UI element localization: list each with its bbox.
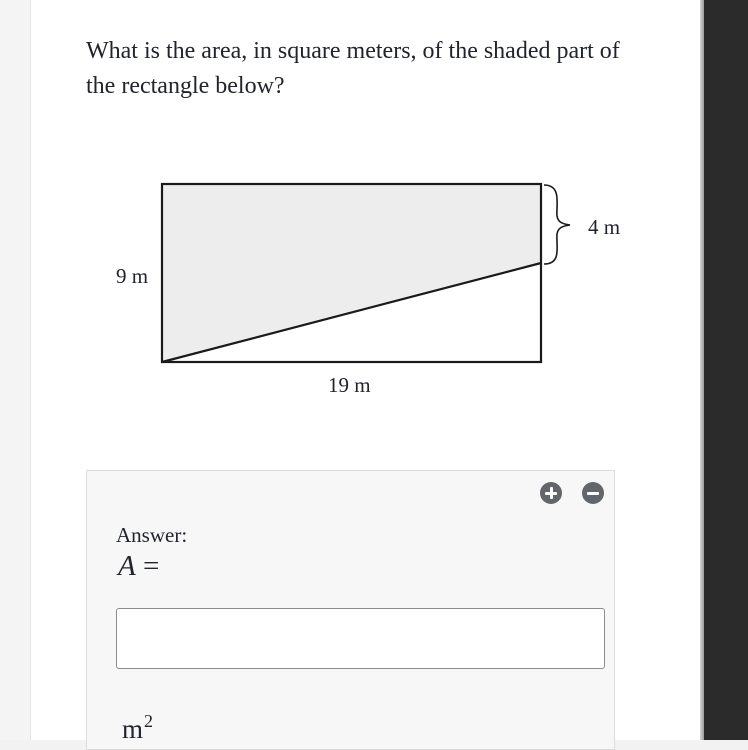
- answer-variable: [118, 550, 159, 583]
- right-dark-border: [704, 0, 748, 740]
- answer-label: Answer:: [116, 523, 188, 547]
- equals-sign: =: [142, 550, 160, 582]
- variable-symbol: A: [118, 550, 136, 582]
- unit-exponent: 2: [144, 711, 154, 731]
- width-label: 19 m: [328, 373, 371, 397]
- height-label: 9 m: [116, 264, 149, 288]
- unit-label: [122, 706, 153, 744]
- plus-circle-icon[interactable]: [540, 482, 562, 504]
- plus-vertical-bar: [550, 487, 553, 499]
- unit-base: m: [122, 714, 144, 744]
- minus-bar: [587, 492, 599, 495]
- question-text: What is the area, in square meters, of the shaded part of the rectangle below?: [86, 38, 620, 99]
- minus-circle-icon[interactable]: [582, 482, 604, 504]
- answer-input[interactable]: [116, 608, 605, 669]
- shaded-region: [162, 184, 541, 362]
- curly-brace-icon: [544, 185, 570, 264]
- side-segment-label: 4 m: [588, 215, 621, 239]
